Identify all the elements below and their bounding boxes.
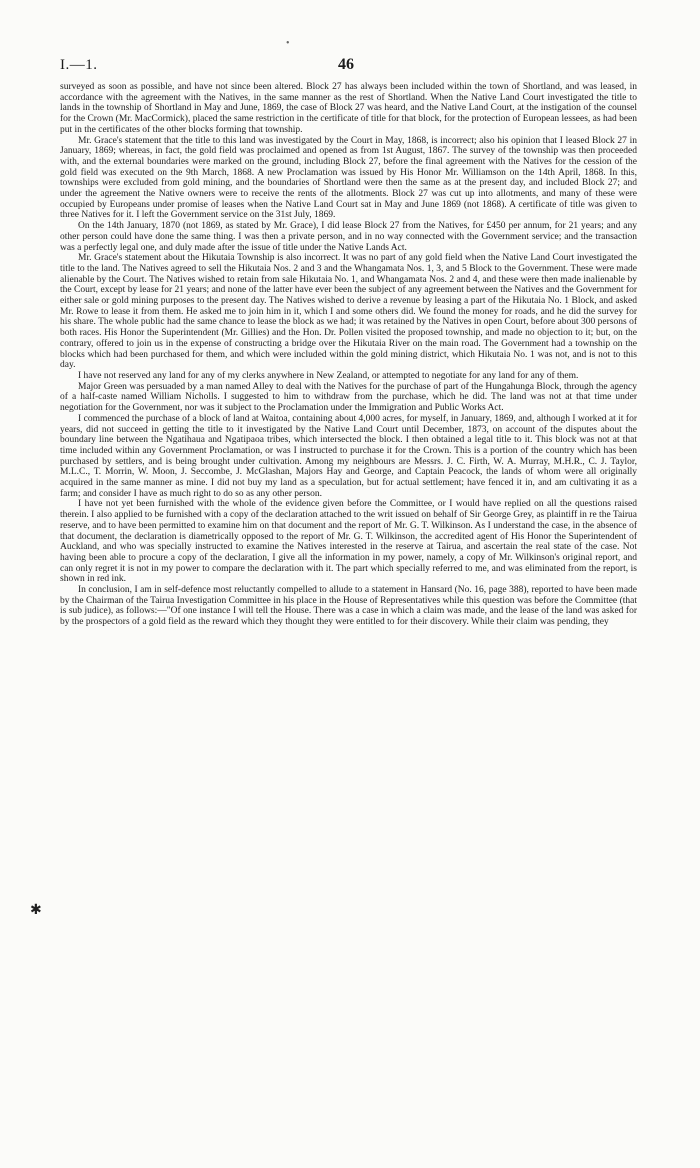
paragraph-6: Major Green was persuaded by a man named Alley to deal with the Natives for the purchase of part of the Hungahunga Block, through the agency of a half-caste named William Nicholls. I suggested to him to withdraw from the purchase, which he did. The land was not at that time under negotiation for the Government, nor was it subject to the Proclamation under the Immigration and Public Works Act.	[60, 381, 637, 414]
paragraph-9: In conclusion, I am in self-defence most reluctantly compelled to allude to a statement in Hansard (No. 16, page 388), reported to have been made by the Chairman of the Tairua Investigation Committee in his place in the House of Representatives while this question was before the Committee (that is sub judice), as follows:—"Of one instance I will tell the House. There was a case in which a claim was made, and the lease of the land was asked for by the prospectors of a gold field as the reward which they thought they were entitled to for their discovery. While their claim was pending, they	[60, 585, 637, 628]
top-mark: •	[286, 38, 290, 49]
margin-asterisk-mark: ✱	[30, 903, 42, 918]
paragraph-4: Mr. Grace's statement about the Hikutaia Township is also incorrect. It was no part of any gold field when the Native Land Court investigated the title to the land. The Natives agreed to sell the Hikutaia Nos. 2 and 3 and the Whangamata Nos. 1, 3, and 5 Block to the Government. These were made alienable by the Court. The Natives wished to retain from sale Hikutaia No. 1, and Whangamata Nos. 2 and 4, and these were then made inalienable by the Court, except by lease for 21 years; and none of the latter have ever been the subject of any agreement between the Natives and the Government for either sale or gold mining purposes to the present day. The Natives wished to derive a revenue by leasing a part of the Hikutaia No. 1 Block, and asked Mr. Rowe to lease it from them. He asked me to join him in it, which I and some others did. We found the money for roads, and he did the survey for his share. The whole public had the same chance to lease the block as we had; it was retained by the Natives in open Court, before about 300 persons of both races. His Honor the Superintendent (Mr. Gillies) and the Hon. Dr. Pollen visited the proposed township, and made no objection to it; but, on the contrary, offered to join us in the expense of constructing a bridge over the Hikutaia River on the main road. The Government had a township on the blocks which had been purchased for them, and which were included within the gold mining district, which Hikutaia No. 1 was not, and is not to this day.	[60, 253, 637, 371]
document-reference: I.—1.	[60, 57, 98, 73]
paragraph-7: I commenced the purchase of a block of land at Waitoa, containing about 4,000 acres, for myself, in January, 1869, and, although I worked at it for years, did not succeed in getting the title to it investigated by the Native Land Court until December, 1873, on account of the disputes about the boundary line between the Ngatihaua and Ngatipaoa tribes, which intersected the block. I then obtained a legal title to it. This block was not at that time included within any Government Proclamation, or was I instructed to purchase it for the Crown. This is a portion of the country which has been purchased by settlers, and is being brought under cultivation. Among my neighbours are Messrs. J. C. Firth, W. A. Murray, M.H.R., C. J. Taylor, M.L.C., T. Morrin, W. Moon, J. Seccombe, J. McGlashan, Majors Hay and George, and Captain Peacock, the lands of whom were all originally acquired in the same manner as mine. I did not buy my land as a speculation, but for actual settlement; have fenced it in, and am cultivating it as a farm; and consider I have as much right to do so as any other person.	[60, 413, 637, 499]
paragraph-3: On the 14th January, 1870 (not 1869, as stated by Mr. Grace), I did lease Block 27 from the Natives, for £450 per annum, for 21 years; and any other person could have done the same thing. I was then a private person, and in no way connected with the Government service; and the transaction was a perfectly legal one, and duly made after the issue of title under the Native Lands Act.	[60, 221, 637, 253]
paragraph-5: I have not reserved any land for any of my clerks anywhere in New Zealand, or attempted to negotiate for any land for any of them.	[78, 370, 579, 381]
paragraph-1: surveyed as soon as possible, and have not since been altered. Block 27 has always been included within the town of Shortland, and was leased, in accordance with the agreement with the Natives, in the same manner as the rest of Shortland. When the Native Land Court investigated the title to lands in the township of Shortland in May and June, 1869, the case of Block 27 was heard, and the Native Land Court, at the instigation of the counsel for the Crown (Mr. MacCormick), placed the same restriction in the certificate of title for that block, for the protection of European lessees, as had been put in the certificates of the other blocks forming that township.	[60, 82, 637, 135]
paragraph-8: I have not yet been furnished with the whole of the evidence given before the Committee, or I would have replied on all the questions raised therein. I also applied to be furnished with a copy of the declaration attached to the writ issued on behalf of Sir George Grey, as plaintiff in re the Tairua reserve, and to have been permitted to examine him on that document and the report of Mr. G. T. Wilkinson. As I understand the case, in the absence of that document, the declaration is diametrically opposed to the report of Mr. G. T. Wilkinson, the accredited agent of His Honor the Superintendent of Auckland, and who was specially instructed to examine the Natives interested in the reserve at Tairua, and ascertain the real state of the case. Not having been able to procure a copy of the declaration, I give all the information in my power, namely, a copy of Mr. Wilkinson's original report, and can only regret it is not in my power to compare the declaration with it. The part which specially referred to me, and was eliminated from the report, is shown in red ink.	[60, 499, 637, 585]
body-text	[60, 82, 637, 628]
page-number: 46	[338, 56, 354, 73]
paragraph-2: Mr. Grace's statement that the title to this land was investigated by the Court in May, 1868, is incorrect; also his opinion that I leased Block 27 in January, 1869; whereas, in fact, the gold field was proclaimed and opened as from 1st August, 1867. The survey of the township was then proceeded with, and the external boundaries were marked on the ground, including Block 27, before the final agreement with the Natives for the cession of the gold field was executed on the 9th March, 1868. A new Proclamation was issued by His Honor Mr. Williamson on the 14th April, 1868. In this, townships were excluded from gold mining, and the boundaries of Shortland were then the same as at the present day, and included Block 27; and under the agreement the Native owners were to receive the rents of the allotments. Block 27 was cut up into allotments, and many of these were occupied by Europeans under promise of leases when the Native Land Court sat in May and June 1869 (not 1868). A certificate of title was given to three Natives for it. I left the Government service on the 31st July, 1869.	[60, 135, 637, 221]
